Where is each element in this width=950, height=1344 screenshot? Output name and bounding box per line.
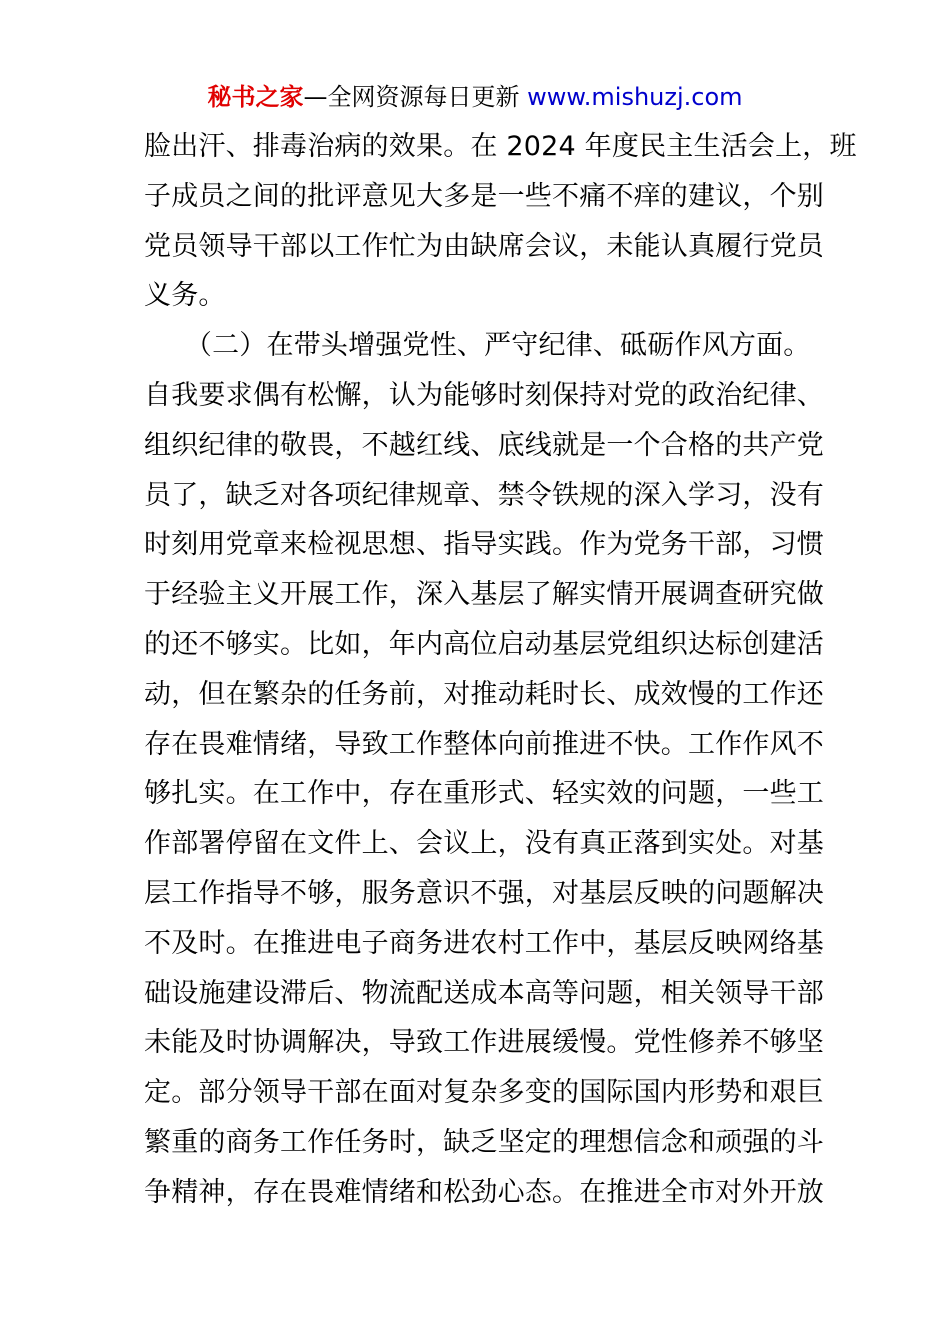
text-line: 础设施建设滞后、物流配送成本高等问题，相关领导干部: [144, 977, 824, 1009]
text-line: 未能及时协调解决，导致工作进展缓慢。党性修养不够坚: [144, 1027, 824, 1059]
document-header: [0, 80, 950, 114]
text-line: 子成员之间的批评意见大多是一些不痛不痒的建议，个别: [144, 180, 824, 212]
header-tagline: —全网资源每日更新: [303, 83, 520, 111]
text-line: 自我要求偶有松懈，认为能够时刻保持对党的政治纪律、: [144, 379, 824, 411]
text-line: 作部署停留在文件上、会议上，没有真正落到实处。对基: [144, 828, 824, 860]
text-line: 义务。: [144, 280, 226, 312]
text-line: 组织纪律的敬畏，不越红线、底线就是一个合格的共产党: [144, 429, 824, 461]
document-body: [144, 122, 857, 1218]
text-line: 争精神，存在畏难情绪和松劲心态。在推进全市对外开放: [144, 1176, 824, 1208]
text-line: 存在畏难情绪，导致工作整体向前推进不快。工作作风不: [144, 728, 824, 760]
text-line: 脸出汗、排毒治病的效果。在 2024 年度民主生活会上，班: [144, 131, 857, 162]
text-line: 动，但在繁杂的任务前，对推动耗时长、成效慢的工作还: [144, 678, 824, 710]
text-line: 时刻用党章来检视思想、指导实践。作为党务干部，习惯: [144, 529, 824, 561]
text-line: 繁重的商务工作任务时，缺乏坚定的理想信念和顽强的斗: [144, 1126, 824, 1158]
header-brand: 秘书之家: [207, 83, 304, 111]
text-line: 不及时。在推进电子商务进农村工作中，基层反映网络基: [144, 927, 824, 959]
text-line: 够扎实。在工作中，存在重形式、轻实效的问题，一些工: [144, 778, 824, 810]
text-line: 党员领导干部以工作忙为由缺席会议，未能认真履行党员: [144, 230, 824, 262]
text-line: 于经验主义开展工作，深入基层了解实情开展调查研究做: [144, 579, 824, 611]
section-heading-line: （二）在带头增强党性、严守纪律、砥砺作风方面。: [144, 330, 811, 362]
text-line: 员了，缺乏对各项纪律规章、禁令铁规的深入学习，没有: [144, 479, 824, 511]
text-line: 定。部分领导干部在面对复杂多变的国际国内形势和艰巨: [144, 1077, 824, 1109]
text-line: 层工作指导不够，服务意识不强，对基层反映的问题解决: [144, 877, 824, 909]
header-site-link[interactable]: www.mishuzj.com: [519, 83, 743, 111]
text-line: 的还不够实。比如，年内高位启动基层党组织达标创建活: [144, 628, 824, 660]
